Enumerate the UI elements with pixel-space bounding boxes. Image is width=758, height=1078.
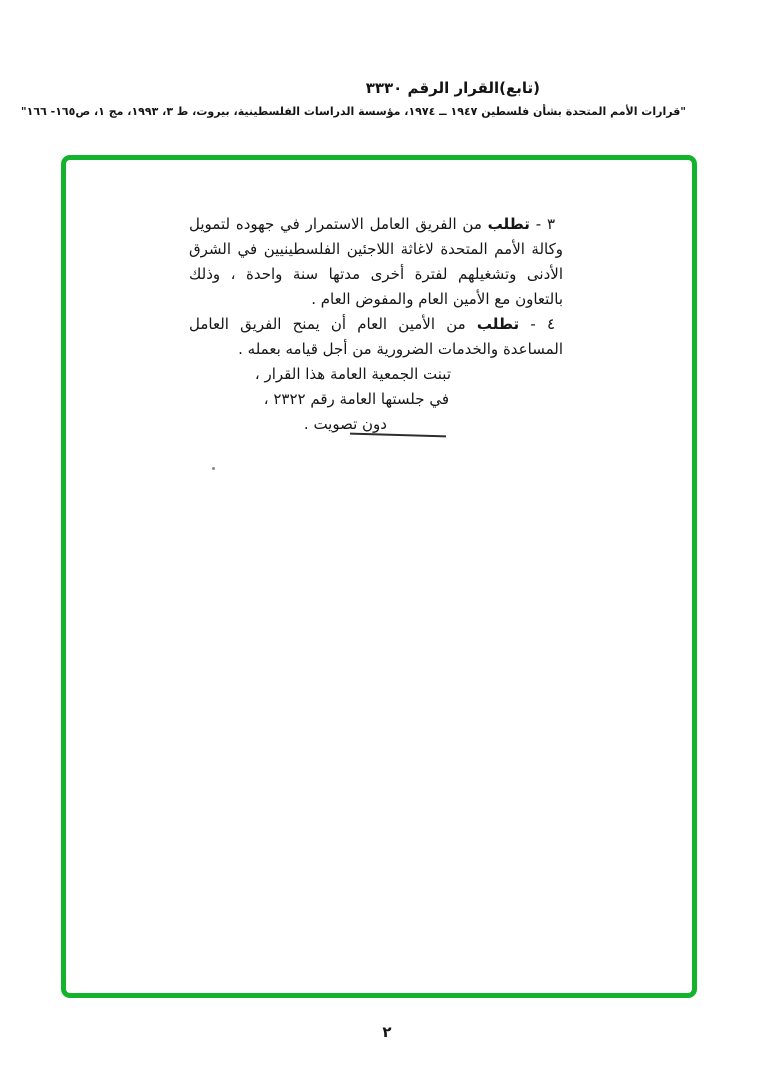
resolution-body-text [189,212,563,437]
adoption-line-1: تبنت الجمعية العامة هذا القرار ، [254,365,451,383]
adoption-line-2: في جلستها العامة رقم ٢٣٢٢ ، [263,390,449,408]
clause-4-text: من الأمين العام أن يمنح الفريق العامل المساعدة والخدمات الضرورية من أجل قيامه بعمله . [189,315,563,358]
clause-3-number: ٣ - [529,215,555,233]
resolution-continuation-title: (تابع)القرار الرقم ٣٣٣٠ [365,79,540,97]
clause-4 [189,312,563,362]
clause-3 [189,212,563,312]
clause-3-text: من الفريق العامل الاستمرار في جهوده لتمويل وكالة الأمم المتحدة لاغاثة اللاجئين الفلسطينيين في الشرق الأدنى وتشغيلهم لفترة أخرى مدتها سنة واحدة ، وذلك بالتعاون مع الأمين العام والمفوض العام . [189,215,563,308]
clause-4-number: ٤ - [519,315,556,333]
page-number: ٢ [382,1023,392,1041]
adoption-line-3: دون تصويت . [303,415,387,433]
ink-speck [212,467,215,470]
clause-3-verb: تطلب [487,215,530,233]
clause-4-verb: تطلب [476,315,520,333]
green-frame [61,155,697,998]
source-citation: "قرارات الأمم المتحدة بشأن فلسطين ١٩٤٧ ــ ١٩٧٤، مؤسسة الدراسات الفلسطينية، بيروت، ط ٣، ١٩٩٣، مج ١، ص١٦٥- ١٦٦" [20,105,686,118]
